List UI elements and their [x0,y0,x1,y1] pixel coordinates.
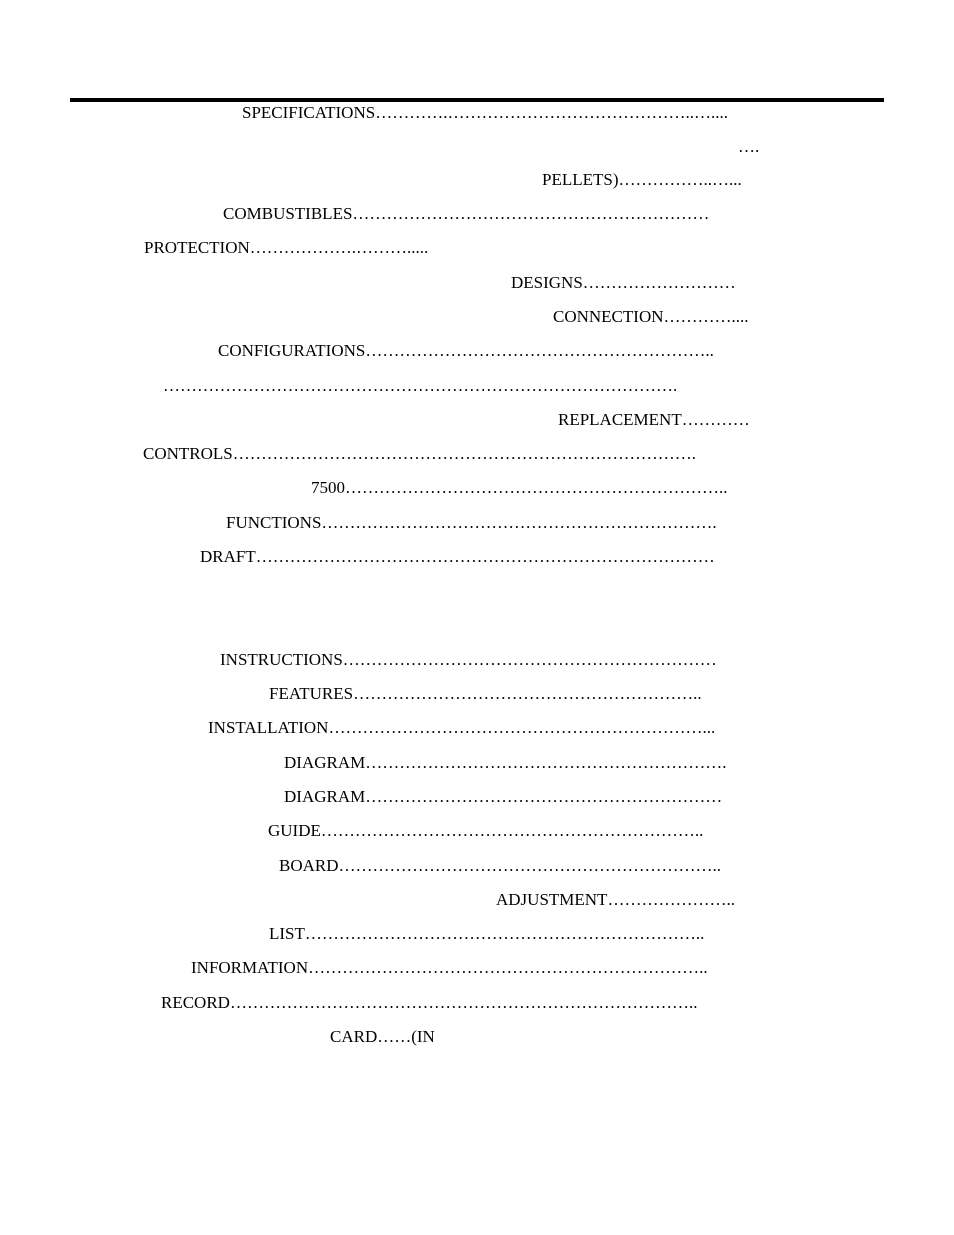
toc-entry-instructions: INSTRUCTIONS………………………………………………………… [220,650,717,669]
toc-entry-pellets: PELLETS)……………..…... [542,170,742,189]
toc-entry-replacement: REPLACEMENT………… [558,410,750,429]
toc-entry-specifications: SPECIFICATIONS………….……………………………………..….... [242,103,728,122]
toc-entry-diagram: DIAGRAM………………………………………………………. [284,753,727,772]
header-rule [70,98,884,102]
toc-entry-record: RECORD……………………………………………………………………….. [161,993,698,1012]
toc-entry-protection: PROTECTION……………….………..... [144,238,429,257]
toc-entry-connection: CONNECTION………….... [553,307,749,326]
toc-entry-leader: …. [738,137,760,156]
toc-entry-7500: 7500………………………………………………………….. [311,478,728,497]
toc-entry-draft: DRAFT……………………………………………………………………… [200,547,715,566]
toc-entry-designs: DESIGNS……………………… [511,273,736,292]
toc-entry-guide: GUIDE………………………………………………………….. [268,821,704,840]
toc-entry-controls: CONTROLS………………………………………………………………………. [143,444,696,463]
toc-entry-features: FEATURES…………………………………………………….. [269,684,702,703]
toc-entry-list: LIST…………………………………………………………….. [269,924,705,943]
toc-entry-configurations: CONFIGURATIONS…………………………………………………….. [218,341,714,360]
toc-entry-adjustment: ADJUSTMENT………………….. [496,890,735,909]
toc-entry-functions: FUNCTIONS……………………………………………………………. [226,513,717,532]
toc-entry-information: INFORMATION…………………………………………………………….. [191,958,708,977]
toc-entry-installation: INSTALLATION…………………………………………………………... [208,718,716,737]
toc-entry-card: CARD……(IN [330,1027,435,1046]
toc-entry-combustibles: COMBUSTIBLES……………………………………………………… [223,204,710,223]
toc-entry-leader: ………………………………………………………………………………. [163,376,678,395]
toc-entry-board: BOARD………………………………………………………….. [279,856,722,875]
toc-entry-diagram: DIAGRAM……………………………………………………… [284,787,723,806]
